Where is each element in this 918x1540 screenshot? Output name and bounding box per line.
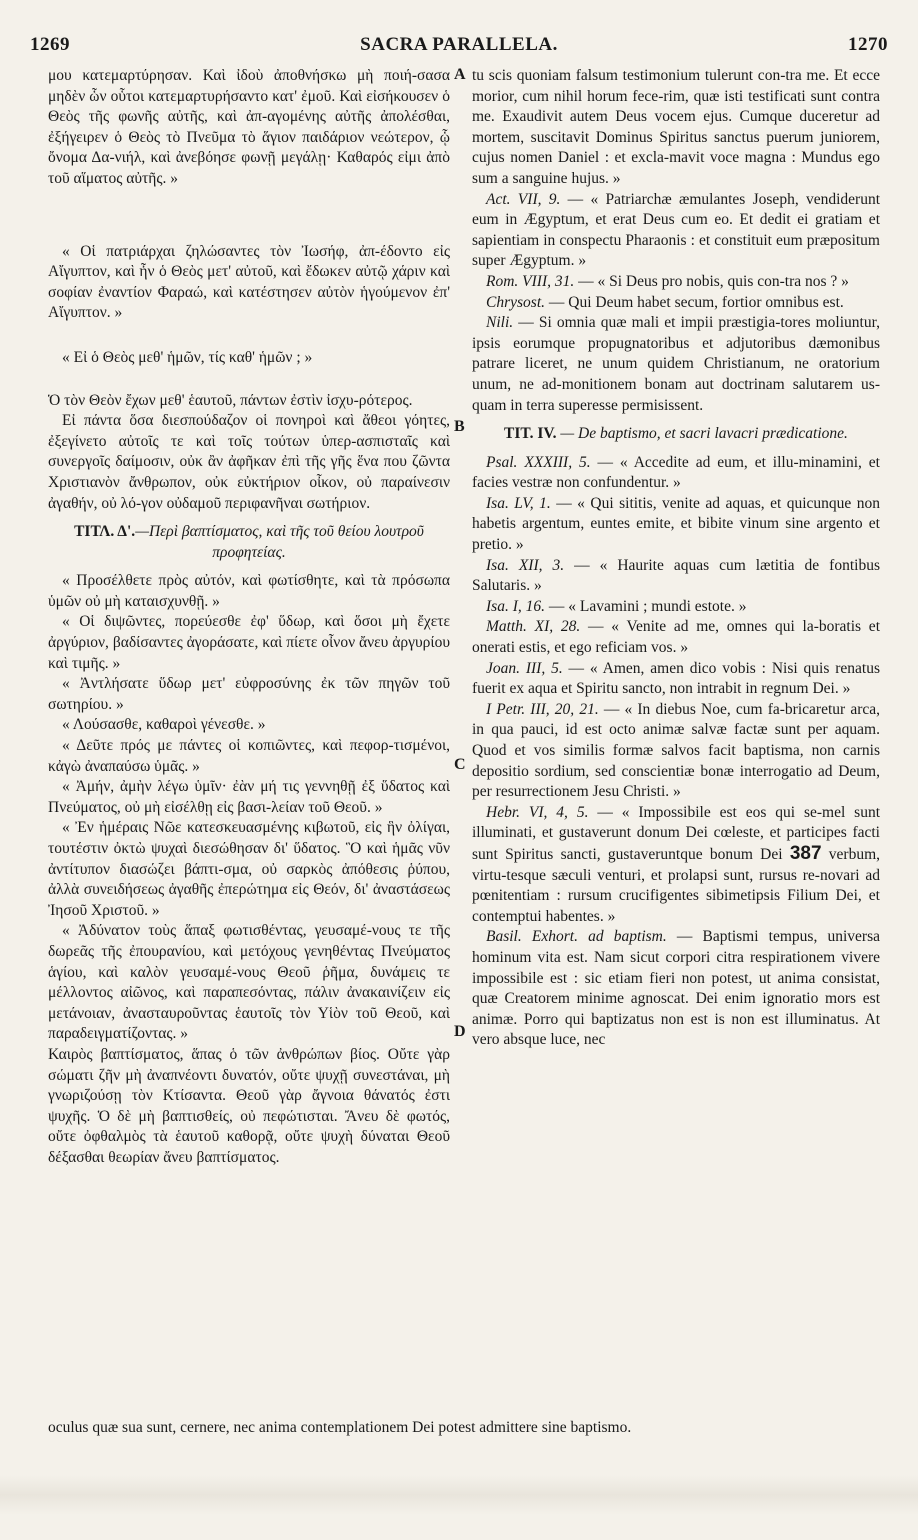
greek-paragraph: « Οἱ διψῶντες, πορεύεσθε ἐφ' ὕδωρ, καὶ ὅσοι μὴ ἔχετε ἀργύριον, βαδίσαντες ἀγοράσατε, καὶ πίετε οἶνον ἄνευ ἀργυρίου καὶ τιμῆς. » (48, 613, 450, 672)
latin-title-text: — De baptismo, et sacri lavacri prædicatione. (556, 425, 848, 443)
greek-paragraph: « Ἐν ἡμέραις Νῶε κατεσκευασμένης κιβωτοῦ, εἰς ἣν ὀλίγαι, τουτέστιν ὀκτὼ ψυχαὶ διεσώθησαν δι' ὕδατος. Ὃ καὶ ἡμᾶς νῦν ἀντίτυπον διασώζει βάπτι-σμα, οὐ σαρκὸς ἀπόθεσις ῥύπου, ἀλλὰ συνειδήσεως ἀγαθῆς ἐπερώτημα εἰς Θεόν, δι' ἀναστάσεως Ἰησοῦ Χριστοῦ. » (48, 819, 450, 919)
citation-text: — « Amen, amen dico vobis : Nisi quis renatus fuerit ex aqua et Spiritu sancto, non intrabit in regnum Dei. » (472, 659, 880, 698)
citation-text: — « Si Deus pro nobis, quis con-tra nos ? » (574, 272, 849, 290)
greek-paragraph: Εἰ πάντα ὅσα διεσπούδαζον οἱ πονηροὶ καὶ ἄθεοι γόητες, ἐξεγίνετο αὐτοῖς τε καὶ τοῖς τούτων ὑπερ-ασπισταῖς καὶ συνεργοῖς δαίμοσιν, οὐκ ἂν ἀφῆκαν ἐπὶ τῆς γῆς ἕνα που ζῶντα Χριστιανὸν ἄνθρωπον, οὐκ εὐκτήριον οἶκον, οὐ παραίνεσιν ἀγαθήν, οὐ λό-γον οὐδαμοῦ περιφανῆναι σωτήριον. (48, 412, 450, 512)
citation-text: — « Venite ad me, omnes qui la-boratis et onerati estis, et ego reficiam vos. » (472, 618, 880, 657)
greek-paragraph: « Ἀδύνατον τοὺς ἅπαξ φωτισθέντας, γευσαμέ-νους τε τῆς δωρεᾶς τῆς ἐπουρανίου, καὶ μετόχους γενηθέντας Πνεύματος ἁγίου, καὶ καλὸν γευσαμέ-νους Θεοῦ ῥῆμα, δυνάμεις τε μέλλοντος αἰῶνος, καὶ παραπεσόντας, πάλιν ἀνακαινίζειν εἰς μετάνοιαν, ἀνασταυροῦντας ἑαυτοῖς τὸν Υἱὸν τοῦ Θεοῦ, καὶ παραδειγματίζοντας. » (48, 922, 450, 1043)
latin-section-title (472, 424, 880, 445)
latin-paragraph (472, 556, 880, 597)
running-title: SACRA PARALLELA. (360, 34, 558, 55)
citation-text: — « Accedite ad eum, et illu-minamini, et facies vestræ non confundentur. » (472, 453, 880, 492)
citation-reference: Hebr. VI, 4, 5. (486, 803, 589, 821)
citation-text: — Qui Deum habet secum, fortior omnibus est. (545, 293, 844, 311)
greek-paragraph: « Εἰ ὁ Θεὸς μεθ' ἡμῶν, τίς καθ' ἡμῶν ; » (62, 348, 313, 366)
latin-paragraph (472, 803, 880, 928)
latin-paragraph (472, 700, 880, 803)
latin-title-number: TIT. IV. (504, 425, 557, 443)
citation-reference: Joan. III, 5. (486, 659, 563, 677)
citation-reference: Matth. XI, 28. (486, 618, 581, 636)
citation-text: — « Lavamini ; mundi estote. » (544, 597, 747, 615)
margin-letter-b: B (454, 418, 465, 435)
greek-paragraph: « Δεῦτε πρός με πάντες οἱ κοπιῶντες, καὶ πεφορ-τισμένοι, κἀγὼ ἀναπαύσω ὑμᾶς. » (48, 737, 450, 775)
greek-paragraph: « Λούσασθε, καθαροὶ γένεσθε. » (62, 716, 266, 734)
latin-paragraph (472, 927, 880, 1051)
latin-paragraph (472, 293, 880, 314)
greek-paragraph: « Ἀμήν, ἀμὴν λέγω ὑμῖν· ἐὰν μή τις γεννηθῇ ἐξ ὕδατος καὶ Πνεύματος, οὐ μὴ εἰσέλθῃ εἰς βασι-λείαν τοῦ Θεοῦ. » (48, 778, 450, 816)
page-number-left: 1269 (30, 34, 70, 55)
citation-text: — « Haurite aquas cum lætitia de fontibus Salutaris. » (472, 556, 880, 595)
page-header (30, 34, 888, 60)
citation-reference: Isa. LV, 1. (486, 494, 551, 512)
citation-text: — « Qui sititis, venite ad aquas, et quicunque non habetis argentum, euntes emite, et bibite vinum sine argento et pretio. » (472, 494, 881, 554)
citation-reference: Chrysost. (486, 293, 545, 311)
latin-paragraph: tu scis quoniam falsum testimonium tulerunt con-tra me. Et ecce morior, cum nihil horum fece-rim, quæ isti testificati sunt contra me. Exaudivit autem Deus vocem ejus. Cumque duceretur ad mortem, suscitavit Dominus Spiritus sanctus puerum juniorem, cujus nomen Daniel : et excla-mavit voce magna : Mundus ego sum a sanguine hujus. » (472, 67, 880, 187)
citation-reference: Act. VII, 9. (486, 190, 561, 208)
citation-text: — « Patriarchæ æmulantes Joseph, vendiderunt eum in Ægyptum, et erat Deus cum eo. Et dedit ei gratiam et sapientiam in conspectu Pharaonis : et constituit eum præpositum super Ægyptum. » (472, 190, 881, 270)
greek-paragraph: « Οἱ πατριάρχαι ζηλώσαντες τὸν Ἰωσήφ, ἀπ-έδοντο εἰς Αἴγυπτον, καὶ ἦν ὁ Θεὸς μετ' αὐτοῦ, καὶ ἔδωκεν αὐτῷ χάριν καὶ σοφίαν ἐναντίον Φαραώ, καὶ κατέστησεν αὐτὸν ἡγούμενον ἐπ' Αἴγυπτον. » (48, 242, 450, 322)
greek-section-title (48, 522, 450, 563)
page-number-right: 1270 (848, 34, 888, 55)
column-number-marker: 387 (789, 842, 822, 864)
latin-paragraph (472, 659, 880, 700)
citation-text: — Baptismi tempus, universa hominum vita est. Nam sicut corpori citra respirationem vivere impossibile est : sic etiam fieri non potest, ut anima consistat, quæ Creatorem minime agnoscat. Dei enim ignoratio mors est animæ. Porro qui baptizatus non est is non est illuminatus. At vero absque luce, nec (472, 928, 880, 1049)
greek-paragraph: « Προσέλθετε πρὸς αὐτόν, καὶ φωτίσθητε, καὶ τὰ πρόσωπα ὑμῶν οὐ μὴ καταισχυνθῇ. » (48, 572, 450, 610)
margin-letter-d: D (454, 1023, 466, 1040)
latin-paragraph (472, 453, 880, 494)
latin-paragraph (472, 190, 880, 272)
margin-letter-c: C (454, 756, 466, 773)
greek-paragraph: Καιρὸς βαπτίσματος, ἅπας ὁ τῶν ἀνθρώπων βίος. Οὔτε γὰρ σώματι ζῆν μὴ ἀναπνέοντι δυνατόν, οὔτε ψυχῇ συνεστάναι, μὴ γνωριζούσῃ τὸν Κτίσαντα. Θεοῦ γὰρ ἄγνοια θάνατός ἐστι ψυχῆς. Ὁ δὲ μὴ βαπτισθείς, οὐ πεφώτισται. Ἄνευ δὲ φωτός, οὔτε ὀφθαλμὸς τὰ ἑαυτοῦ καθορᾷ, οὔτε ψυχὴ δύναται Θεοῦ δέξασθαι θεωρίαν ἄνευ βαπτίσματος. (48, 1045, 450, 1166)
citation-reference: I Petr. III, 20, 21. (486, 700, 599, 718)
full-width-closing-line: oculus quæ sua sunt, cernere, nec anima contemplationem Dei potest admittere sine baptismo. (48, 1419, 632, 1436)
citation-reference: Basil. Exhort. ad baptism. (486, 928, 667, 946)
latin-column (472, 66, 880, 1051)
citation-reference: Nili. (486, 314, 514, 332)
latin-paragraph (472, 313, 880, 416)
citation-text: — « In diebus Noe, cum fa-bricaretur arca, in qua pauci, id est octo animæ salvæ factæ sunt per aquam. Quod et vos similis formæ salvos facit baptisma, non carnis depositio sordium, sed conscientiæ bonæ interrogatio ad Deum, per resurrectionem Jesu Christi. » (472, 700, 880, 801)
citation-text: — Si omnia quæ mali et impii præstigia-tores moliuntur, ipsis eorumque propugnatoribus et adjutoribus dæmonibus patrare liceret, ne unum quidem Christianum, ne oratorium unum, ne ad-monitionem bonam aut doctrinam salutarem us-quam in terra superesse permisissent. (472, 314, 880, 414)
citation-text: — « Impossibile est eos qui se-mel sunt illuminati, et gustaverunt donum Dei cœleste, et participes facti sunt Spiritus sancti, gustaveruntque bonum Dei (472, 803, 880, 863)
latin-paragraph (472, 617, 880, 658)
greek-paragraph: Ὁ τὸν Θεὸν ἔχων μεθ' ἑαυτοῦ, πάντων ἐστὶν ἰσχυ-ρότερος. (48, 391, 413, 409)
latin-paragraph (472, 272, 880, 293)
citation-reference: Isa. XII, 3. (486, 556, 565, 574)
greek-paragraph: « Ἀντλήσατε ὕδωρ μετ' εὐφροσύνης ἐκ τῶν πηγῶν τοῦ σωτηρίου. » (48, 675, 450, 713)
scan-smudge (0, 1475, 918, 1515)
greek-column (48, 66, 450, 1169)
citation-reference: Rom. VIII, 31. (486, 272, 575, 290)
citation-text: verbum, virtu-tesque sæculi venturi, et prolapsi sunt, rursus re-novari ad pœnitentiam : rursum crucifigentes sibimetipsis Filium Dei, et contemptui habentes. » (472, 845, 880, 925)
greek-title-number: ΤΙΤΛ. Δ'. (74, 523, 136, 541)
latin-paragraph (472, 494, 880, 556)
citation-reference: Isa. I, 16. (486, 597, 545, 615)
greek-paragraph: μου κατεμαρτύρησαν. Καὶ ἰδοὺ ἀποθνήσκω μὴ ποιή-σασα μηδὲν ὧν οὗτοι κατεμαρτυρήσαντο κατ' ἐμοῦ. Καὶ εἰσήκουσεν ὁ Θεὸς τῆς φωνῆς αὐτῆς, καὶ ἀπ-αγομένης αὐτῆς ἀπολέσθαι, ἐξήγειρεν ὁ Θεὸς τὸ Πνεῦμα τὸ ἅγιον παιδάριον νεώτερον, ᾧ ὄνομα Δα-νιήλ, καὶ ἀνεβόησε φωνῇ μεγάλῃ· Καθαρός εἰμι ἀπὸ τοῦ αἵματος αὐτῆς. » (48, 67, 450, 187)
greek-title-text: —Περὶ βαπτίσματος, καὶ τῆς τοῦ θείου λουτροῦ προφητείας. (135, 523, 424, 561)
citation-reference: Psal. XXXIII, 5. (486, 453, 591, 471)
margin-letter-a: A (454, 66, 466, 83)
latin-paragraph (472, 597, 880, 618)
